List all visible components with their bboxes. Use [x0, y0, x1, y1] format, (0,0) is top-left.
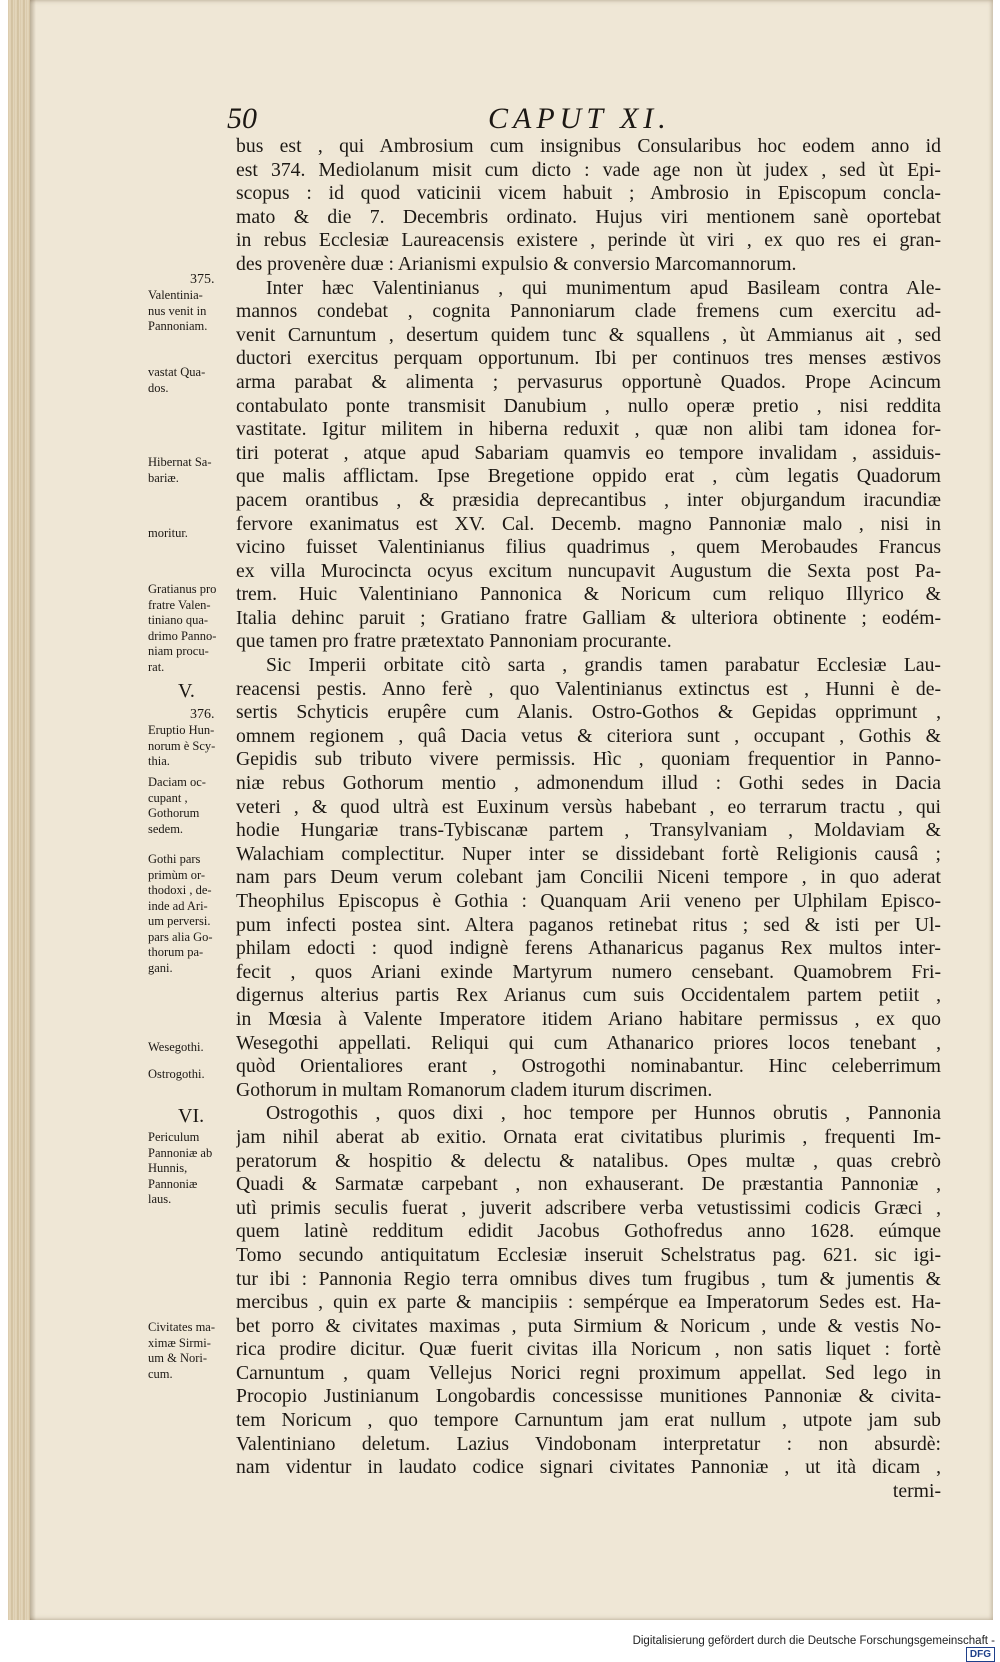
margin-note-line: moritur.	[148, 526, 188, 540]
text-line: venit Carnuntum , desertum quidem tunc & squallens , ùt Ammianus ait , sed	[236, 323, 941, 346]
text-line: philam edocti : quod indignè ferens Athanaricus paganus Rex multos inter-	[236, 937, 941, 960]
margin-note-line: um & Nori-	[148, 1351, 208, 1365]
text-line: in Mœsia à Valente Imperatore itidem Ariano habitare permissus , ex quo	[236, 1007, 941, 1030]
text-line: bet porro & civitates maximas , puta Sirmium & Noricum , unde & vestis No-	[236, 1314, 941, 1337]
text-line: bus est , qui Ambrosium cum insignibus Consularibus hoc eodem anno id	[236, 135, 941, 157]
margin-note-moritur	[148, 526, 238, 542]
book-binding-edge	[8, 0, 30, 1620]
margin-note-line: norum è Scy-	[148, 738, 216, 753]
text-line: pacem orantibus , & præsidia deprecantibus , inter objurgandum iracundiæ	[236, 488, 941, 511]
text-line: in rebus Ecclesiæ Laureacensis existere , perinde ùt viri , ex quo res ei gran-	[236, 229, 941, 252]
margin-note-line: Hunnis,	[148, 1161, 188, 1175]
text-line: contabulato ponte transmisit Danubium , nullo operæ pretio , nisi reddita	[236, 394, 941, 417]
margin-note-line: drimo Panno-	[148, 628, 217, 643]
text-line: reacensi pestis. Anno ferè , quo Valentinianus extinctus est , Hunni è de-	[236, 677, 941, 700]
margin-note-line: thorum pa-	[148, 945, 204, 959]
margin-note-line: Wesegothi.	[148, 1040, 204, 1054]
margin-note-line: inde ad Ari-	[148, 898, 208, 913]
text-line: quòd Orientaliores erant , Ostrogothi nominabantur. Hinc celeberrimum	[236, 1055, 941, 1078]
margin-note-line: Eruptio Hun-	[148, 723, 215, 737]
text-line: mercibus , quin ex parte & mancipiis : sempérque ea Imperatorum Sedes est. Ha-	[236, 1291, 941, 1314]
text-line: Inter hæc Valentinianus , qui munimentum apud Basileam contra Ale-	[266, 276, 941, 299]
margin-note-line: Gothorum	[148, 806, 200, 820]
margin-section-V: V.	[178, 680, 195, 702]
text-line: digernus alterius partis Rex Arianus cum suis Occidentalem partem petiit ,	[236, 984, 941, 1007]
margin-note-line: Pannoniam.	[148, 319, 208, 333]
margin-note-line: Gratianus pro	[148, 582, 217, 596]
text-line: Italia dehinc paruit ; Gratiano fratre Galliam & ulteriora obtinente ; eodém-	[236, 606, 941, 629]
margin-note-ostrogothi	[148, 1067, 238, 1083]
text-line: Sic Imperii orbitate citò sarta , grandis tamen parabatur Ecclesiæ Lau-	[266, 654, 941, 677]
margin-note-line: Pannoniæ ab	[148, 1145, 213, 1160]
margin-note-wesegothi	[148, 1040, 238, 1056]
footer-text: Digitalisierung gefördert durch die Deutsche Forschungsgemeinschaft -	[632, 1635, 995, 1647]
text-line: que malis afflictam. Ipse Bregetione oppido erat , cùm legatis Quadorum	[236, 465, 941, 488]
text-line: Procopio Justinianum Longobardis concessisse munitiones Pannoniæ & civita-	[236, 1385, 941, 1408]
text-line: des provenère duæ : Arianismi expulsio & conversio Marcomannorum.	[236, 252, 797, 275]
text-line: pum infecti postea sint. Altera paganos retinebat ritus ; sed & isti per Ul-	[236, 913, 941, 936]
dfg-logo: DFG	[966, 1647, 995, 1662]
margin-note-line: um perversi.	[148, 914, 211, 928]
margin-note-line: fratre Valen-	[148, 597, 211, 612]
text-line: rica prodire dicitur. Quæ fuerit civitas illa Noricum , non satis liquet : fortè	[236, 1338, 941, 1361]
margin-section-VI: VI.	[178, 1105, 205, 1127]
text-line: niæ rebus Gothorum mentio , admonendum illud : Gothi sedes in Dacia	[236, 772, 941, 795]
running-head: CAPUT XI.	[488, 102, 671, 135]
text-line: tiri poterat , atque apud Sabariam quamvis eo tempore invalidam , assiduis-	[236, 441, 941, 464]
margin-note-line: pars alia Go-	[148, 929, 213, 944]
text-line: Theophilus Episcopus è Gothia : Quanquam Arii veneno per Ulphilam Episco-	[236, 890, 941, 912]
margin-note-line: thodoxi , de-	[148, 883, 212, 897]
text-line: quem latinè redditum edidit Jacobus Gothofredus anno 1628. eúmque	[236, 1220, 941, 1243]
text-line: tem Noricum , quo tempore Carnuntum jam erat nullum , utpote jam sub	[236, 1409, 941, 1432]
margin-note-line: cum.	[148, 1366, 173, 1381]
margin-note-line: rat.	[148, 659, 165, 674]
margin-note-line: Periculum	[148, 1130, 200, 1144]
text-line: Walachiam complectitur. Nuper inter se dissidebant fortè Religionis causâ ;	[236, 842, 941, 865]
margin-note-daciam	[148, 775, 238, 837]
margin-note-line: gani.	[148, 960, 173, 975]
text-line: Carnuntum , quam Vellejus Norici regni proximum appellat. Sed lego in	[236, 1361, 941, 1384]
margin-note-line: Civitates ma-	[148, 1320, 215, 1334]
text-line: peratorum & hospitio & delectu & natalibus. Opes multæ , quas crebrò	[236, 1149, 941, 1172]
text-line: que tamen pro fratre prætextato Pannoniam procurante.	[236, 630, 672, 653]
margin-note-line: dos.	[148, 380, 169, 395]
text-line: Ostrogothis , quos dixi , hoc tempore per Hunnos obrutis , Pannonia	[266, 1102, 941, 1125]
text-line: sertis Schyticis erupêre cum Alanis. Ostro-Gothos & Gepidas opprimunt ,	[236, 701, 941, 724]
margin-year-376: 376.	[190, 707, 215, 722]
text-line: vicino fuisset Valentinianus filius quadrimus , quem Merobaudes Francus	[236, 536, 941, 559]
text-line: utì primis seculis fuerat , juverit adscribere verba vetustissimi codicis Græci ,	[236, 1196, 941, 1219]
margin-note-vastat	[148, 365, 238, 396]
margin-note-line: primùm or-	[148, 867, 206, 882]
text-line: termi-	[892, 1479, 941, 1502]
text-line: Wesegothi appellati. Reliqui qui cum Athanarico priores locos tenebant ,	[236, 1031, 941, 1054]
margin-year-375: 375.	[190, 272, 215, 287]
text-line: jam nihil aberat ab exitio. Ornata erat civitatibus plurimis , frequenti Im-	[236, 1125, 941, 1148]
margin-note-valentinianus	[148, 288, 238, 335]
text-line: nam videntur in laudato codice signari civitates Pannoniæ , ut ità dicam ,	[236, 1456, 941, 1479]
margin-note-civitates	[148, 1320, 238, 1382]
text-line: omnem regionem , quâ Dacia vetus & citeriora sunt , occupant , Gothis &	[236, 724, 941, 747]
margin-note-line: Pannoniæ	[148, 1176, 198, 1191]
margin-note-line: ximæ Sirmi-	[148, 1335, 211, 1350]
text-line: Gothorum in multam Romanorum cladem iturum discrimen.	[236, 1078, 713, 1101]
margin-note-line: cupant ,	[148, 790, 188, 805]
text-line: mato & die 7. Decembris ordinato. Hujus viri mentionem sanè oportebat	[236, 205, 941, 228]
page-number: 50	[227, 102, 257, 135]
margin-note-line: Valentinia-	[148, 288, 203, 302]
margin-note-line: niam procu-	[148, 644, 209, 658]
text-line: tur ibi : Pannonia Regio terra omnibus dives tum frugibus , tum & jumentis &	[236, 1267, 941, 1290]
text-line: veteri , & quod ultrà est Euxinum versùs habebant , eo terrarum tractu , qui	[236, 795, 941, 818]
text-line: vastitate. Igitur militem in hiberna reduxit , quæ non alibi tam idonea for-	[236, 418, 941, 441]
margin-note-line: Ostrogothi.	[148, 1067, 205, 1081]
text-line: ductori exercitus perquam opportunum. Ibi per continuos tres menses æstivos	[236, 347, 941, 370]
text-line: hodie Hungariæ trans-Tybiscanæ partem , Transylvaniam , Moldaviam &	[236, 819, 941, 842]
margin-note-line: thia.	[148, 754, 170, 768]
text-line: Valentiniano deletum. Lazius Vindobonam interpretatur : non absurdè:	[236, 1432, 941, 1455]
text-line: trem. Huic Valentiniano Pannonica & Noricum cum reliquo Illyrico &	[236, 583, 941, 606]
margin-note-hibernat	[148, 455, 238, 486]
digitization-footer	[600, 1635, 995, 1660]
margin-note-eruptio	[148, 723, 238, 770]
scanned-page	[8, 0, 993, 1620]
margin-note-line: tiniano qua-	[148, 613, 209, 627]
text-line: scopus : id quod vaticinii vicem habuit ; Ambrosio in Episcopum concla-	[236, 182, 941, 205]
text-line: Gepidis sub tributo vivere permissis. Hìc , quoniam frequentior in Panno-	[236, 748, 941, 771]
text-line: Tomo secundo antiquitatum Ecclesiæ inseruit Schelstratus pag. 621. sic igi-	[236, 1243, 941, 1266]
margin-note-gothi	[148, 852, 238, 976]
text-line: ex villa Murocincta ocyus excitum nuncupavit Augustum die Sexta post Pa-	[236, 559, 941, 582]
text-line: fervore exanimatus est XV. Cal. Decemb. magno Pannoniæ malo , nisi in	[236, 512, 941, 535]
margin-note-line: bariæ.	[148, 470, 179, 485]
text-line: arma parabat & alimenta ; pervasurus opportunè Quados. Prope Acincum	[236, 370, 941, 393]
margin-note-line: laus.	[148, 1192, 172, 1206]
text-line: mannos condebat , cognita Pannoniarum clade fremens cum exercitu ad-	[236, 300, 941, 323]
text-line: nam pars Deum verum colebant jam Concilii Niceni tempore , in quo aderat	[236, 866, 941, 889]
margin-note-gratianus	[148, 582, 238, 675]
margin-note-line: nus venit in	[148, 303, 207, 318]
text-line: fecit , quos Ariani exinde Martyrum numero censebant. Quamobrem Fri-	[236, 960, 941, 983]
margin-note-line: Gothi pars	[148, 852, 201, 866]
text-line: Quadi & Sarmatæ carpebant , non exhauserant. De præstantia Pannoniæ ,	[236, 1173, 941, 1196]
text-line: est 374. Mediolanum misit cum dicto : vade age non ùt judex , sed ùt Epi-	[236, 158, 941, 181]
body-text	[236, 135, 941, 1503]
margin-note-line: vastat Qua-	[148, 365, 206, 379]
margin-note-line: sedem.	[148, 821, 184, 836]
margin-note-line: Daciam oc-	[148, 775, 206, 789]
margin-note-line: Hibernat Sa-	[148, 455, 212, 469]
margin-note-periculum	[148, 1130, 238, 1208]
